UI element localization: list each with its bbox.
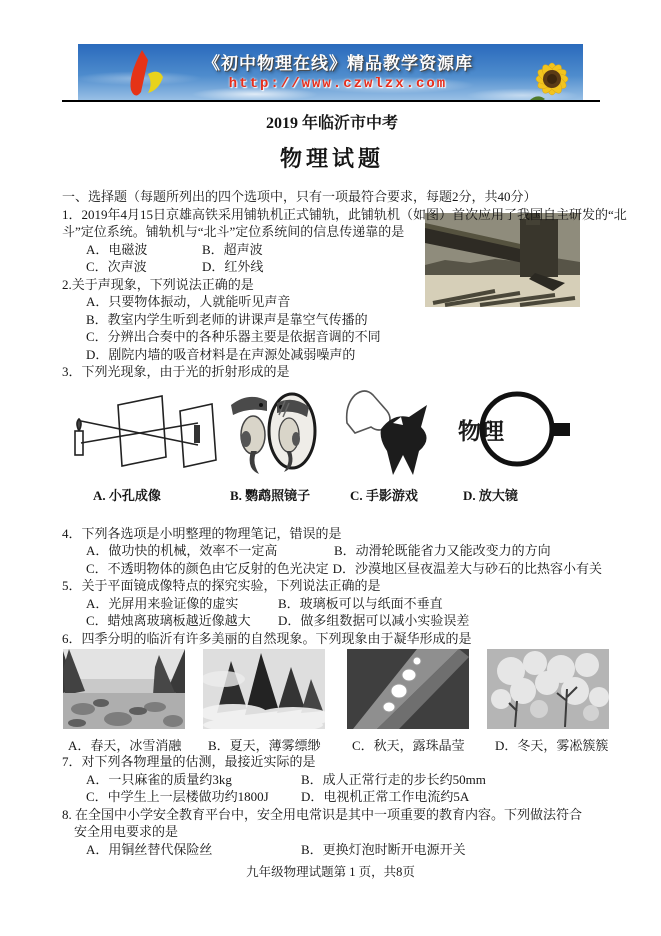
q2-option-a: A．只要物体振动，人就能听见声音 [86, 294, 291, 309]
q8-text-line2: 安全用电要求的是 [74, 824, 179, 839]
summer-mist-photo [203, 649, 325, 729]
q3-figure-row [62, 383, 602, 479]
q3-label-d: D. 放大镜 [463, 487, 518, 503]
parrot-mirror-figure [223, 383, 317, 479]
magnifier-lens-text: 物理 [458, 418, 504, 444]
q4-option-b: B．动滑轮既能省力又能改变力的方向 [334, 543, 551, 558]
q7-options-cd [62, 788, 602, 806]
banner-title: 《初中物理在线》精品教学资源库 [203, 54, 473, 73]
q5-option-c: C．蜡烛离玻璃板越近像越大 [86, 613, 251, 628]
site-banner [78, 44, 583, 101]
q6-label-a: A．春天，冰雪消融 [68, 738, 182, 753]
autumn-dew-photo [347, 649, 469, 729]
q1-option-a: A．电磁波 [86, 241, 148, 257]
q3-label-a: A. 小孔成像 [93, 487, 161, 503]
q2-option-b: B．教室内学生听到老师的讲课声是靠空气传播的 [86, 311, 368, 327]
page-footer: 九年级物理试题第 1 页，共8页 [246, 865, 415, 879]
banner-url: http://www.czwlzx.com [228, 76, 448, 92]
q5-options-cd [62, 612, 602, 630]
q1-option-c: C．次声波 [86, 259, 147, 274]
q2-text: 2.关于声现象，下列说法正确的是 [62, 276, 254, 292]
hand-shadow-figure [343, 383, 433, 479]
q4-options-cd [62, 560, 602, 578]
spring-thaw-photo [63, 649, 185, 729]
q6-photo-row [62, 649, 602, 729]
q1-options-cd [62, 258, 602, 276]
section-heading: 一、选择题（每题所列出的四个选项中，只有一项最符合要求，每题2分，共40分） [62, 189, 537, 204]
q8-option-b: B．更换灯泡时断开电源开关 [301, 841, 466, 857]
q4-options-ab [62, 542, 602, 560]
q3-label-b: B. 鹦鹉照镜子 [230, 487, 311, 503]
q1-text-line1: 1．2019年4月15日京雄高铁采用铺轨机正式铺轨，此铺轨机（如图）首次应用了我国自主研发的“北 [62, 206, 627, 222]
q8-options-ab [62, 841, 602, 859]
exam-title: 2019 年临沂市中考 [265, 115, 398, 132]
q6-label-b: B．夏天，薄雾缥缈 [208, 738, 321, 753]
q3-label-c: C. 手影游戏 [350, 487, 418, 503]
sunflower-icon [523, 49, 581, 101]
site-logo-icon [118, 48, 170, 100]
q4-option-a: A．做功快的机械，效率不一定高 [86, 543, 278, 558]
q7-option-c: C．中学生上一层楼做功约1800J [86, 789, 269, 804]
q7-option-a: A．一只麻雀的质量约3kg [86, 771, 232, 787]
document-body [62, 104, 627, 858]
q1-options-ab [62, 241, 602, 259]
q5-options-ab [62, 595, 602, 613]
q2-option-c: C．分辨出合奏中的各种乐器主要是依据音调的不同 [86, 329, 381, 344]
q6-label-c: C．秋天，露珠晶莹 [352, 738, 465, 753]
q4-option-d: D．沙漠地区昼夜温差大与砂石的比热容小有关 [332, 560, 602, 576]
winter-rime-photo [487, 649, 609, 729]
q1-text-line2: 斗”定位系统。铺轨机与“北斗”定位系统间的信息传递靠的是 [62, 224, 405, 239]
q5-option-a: A．光屏用来验证像的虚实 [86, 595, 239, 611]
q8-text-line1: 8. 在全国中小学安全教育平台中，安全用电常识是其中一项重要的教育内容。下列做法符合 [62, 806, 583, 822]
q1-option-b: B．超声波 [202, 241, 263, 257]
pinhole-imaging-figure [70, 383, 220, 479]
q6-label-d: D．冬天，雾凇簇簇 [495, 738, 609, 753]
q2-option-d: D．剧院内墙的吸音材料是在声源处减弱噪声的 [86, 346, 356, 362]
q4-option-c: C．不透明物体的颜色由它反射的色光决定 [86, 560, 329, 576]
q7-text: 7．对下列各物理量的估测，最接近实际的是 [62, 754, 316, 769]
q6-text: 6．四季分明的临沂有许多美丽的自然现象。下列现象由于凝华形成的是 [62, 630, 472, 646]
q7-option-d: D．电视机正常工作电流约5A [301, 789, 470, 804]
q3-figure-labels [62, 485, 602, 503]
q1-option-d: D．红外线 [202, 259, 264, 274]
q7-options-ab [62, 771, 602, 789]
q6-photo-labels [62, 735, 609, 753]
q5-option-b: B．玻璃板可以与纸面不垂直 [278, 595, 443, 611]
q4-text: 4．下列各选项是小明整理的物理笔记，错误的是 [62, 525, 342, 541]
subject-title: 物理试题 [279, 146, 384, 171]
magnifier-figure [453, 383, 570, 479]
q5-option-d: D．做多组数据可以减小实验误差 [278, 613, 470, 628]
q5-text: 5．关于平面镜成像特点的探究实验，下列说法正确的是 [62, 578, 381, 593]
q8-option-a: A．用铜丝替代保险丝 [86, 841, 213, 857]
q7-option-b: B．成人正常行走的步长约50mm [301, 771, 486, 787]
q3-text: 3．下列光现象，由于光的折射形成的是 [62, 364, 290, 379]
header-divider [62, 100, 600, 102]
